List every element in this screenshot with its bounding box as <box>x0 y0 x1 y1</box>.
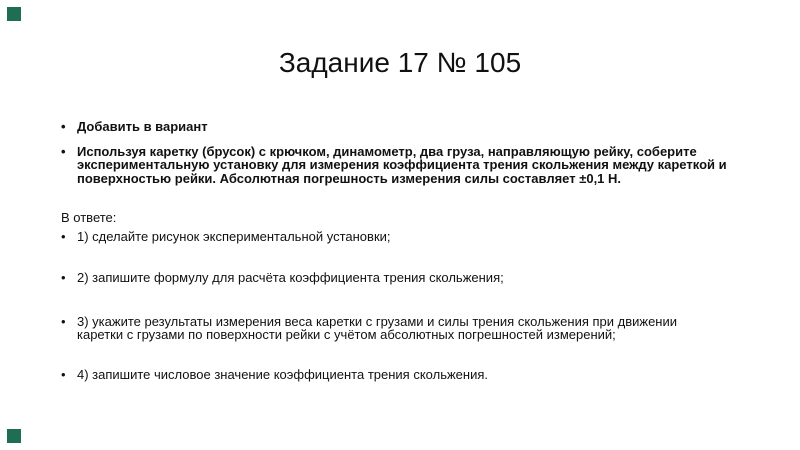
answer-line: 4) запишите числовое значение коэффициента трения скольжения. <box>77 366 488 382</box>
bullet-marker: • <box>61 228 66 244</box>
answer-item-text <box>77 271 504 285</box>
bullet-text <box>77 120 208 134</box>
bullet-marker: • <box>61 270 66 285</box>
answer-line: 2) запишите формулу для расчёта коэффициента трения скольжения; <box>77 270 504 285</box>
bullet-line: экспериментальную установку для измерения коэффициента трения скольжения между кареткой и <box>77 157 727 172</box>
answer-section-heading: В ответе: <box>61 210 117 225</box>
answer-item-2 <box>61 271 771 285</box>
bullet-marker: • <box>61 119 66 134</box>
accent-square-bottom-left-icon <box>7 429 21 443</box>
bullet-line: Используя каретку (брусок) с крючком, динамометр, два груза, направляющую рейку, соберите <box>77 143 697 159</box>
answer-line: 3) укажите результаты измерения веса каретки с грузами и силы трения скольжения при движении <box>77 313 678 329</box>
accent-square-top-left-icon <box>7 7 21 21</box>
answer-item-3 <box>61 315 771 342</box>
slide-title: Задание 17 № 105 <box>278 47 522 78</box>
answer-item-1 <box>61 230 771 244</box>
bullet-text <box>77 145 727 186</box>
bullet-marker: • <box>61 313 66 329</box>
bullet-add-to-variant <box>61 120 771 134</box>
bullet-line: поверхностью рейки. Абсолютная погрешность измерения силы составляет ±0,1 Н. <box>77 170 622 186</box>
bullet-marker: • <box>61 366 66 382</box>
answer-item-text <box>77 315 677 342</box>
answer-item-text <box>77 368 488 382</box>
answer-line: 1) сделайте рисунок экспериментальной установки; <box>77 228 391 244</box>
slide-body <box>61 120 771 381</box>
answer-item-text <box>77 230 391 244</box>
bullet-task-description <box>61 145 771 186</box>
bullet-line: Добавить в вариант <box>77 119 208 134</box>
bullet-marker: • <box>61 143 66 159</box>
answer-line: каретки с грузами по поверхности рейки с учётом абсолютных погрешностей измерений; <box>77 327 616 342</box>
answer-item-4 <box>61 368 771 382</box>
